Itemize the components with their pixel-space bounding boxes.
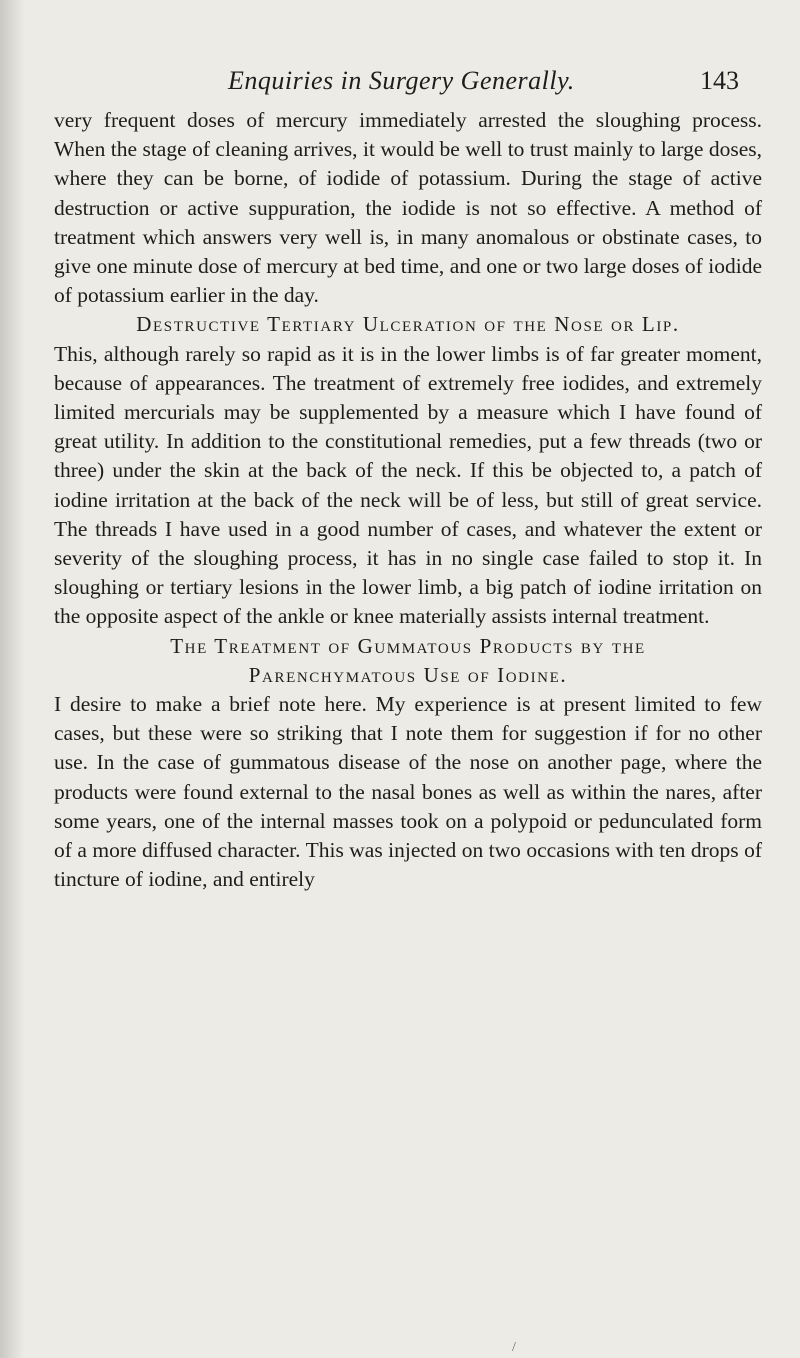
section-heading-ulceration: Destructive Tertiary Ulceration of the Nose or Lip.: [136, 312, 680, 337]
body-text: [54, 106, 762, 894]
running-title: Enquiries in Surgery Generally.: [228, 66, 575, 95]
paragraph-3: I desire to make a brief note here. My experience is at present limited to few cases, but these were so striking that I note them for suggestion if for no other use. In the case of gummatous disease of the nose on another page, where the products were found external to the nasal bones as well as within the nares, after some years, one of the internal masses took on a polypoid or pedunculated form of a more diffused character. This was injected on two occasions with ten drops of tincture of iodine, and entirely: [54, 692, 762, 892]
page-edge-shadow: [0, 0, 24, 1358]
section-heading-gummatous-line-2: Parenchymatous Use of Iodine.: [248, 662, 568, 687]
paragraph-1: very frequent doses of mercury immediately arrested the sloughing process. When the stage of cleaning arrives, it would be well to trust mainly to large doses, where they can be borne, of iodide of potassium. During the stage of active destruction or active suppuration, the iodide is not so effective. A method of treatment which answers very well is, in many anomalous or obstinate cases, to give one minute dose of mercury at bed time, and one or two large doses of iodide of potassium earlier in the day.: [54, 108, 762, 308]
page-number: 143: [700, 66, 739, 95]
stray-ink-mark: /: [512, 1340, 516, 1355]
running-head: [0, 66, 800, 106]
paragraph-2: This, although rarely so rapid as it is in the lower limbs is of far greater moment, because of appearances. The treatment of extremely free iodides, and extremely limited mercurials may be supplemented by a measure which I have found of great utility. In addition to the constitutional remedies, put a few threads (two or three) under the skin at the back of the neck. If this be objected to, a patch of iodine irritation at the back of the neck will be of less, but still of great service. The threads I have used in a good number of cases, and whatever the extent or severity of the sloughing process, it has in no single case failed to stop it. In sloughing or tertiary lesions in the lower limb, a big patch of iodine irritation on the opposite aspect of the ankle or knee materially assists internal treatment.: [54, 341, 762, 629]
section-heading-gummatous-line-1: The Treatment of Gummatous Products by the: [170, 633, 646, 658]
